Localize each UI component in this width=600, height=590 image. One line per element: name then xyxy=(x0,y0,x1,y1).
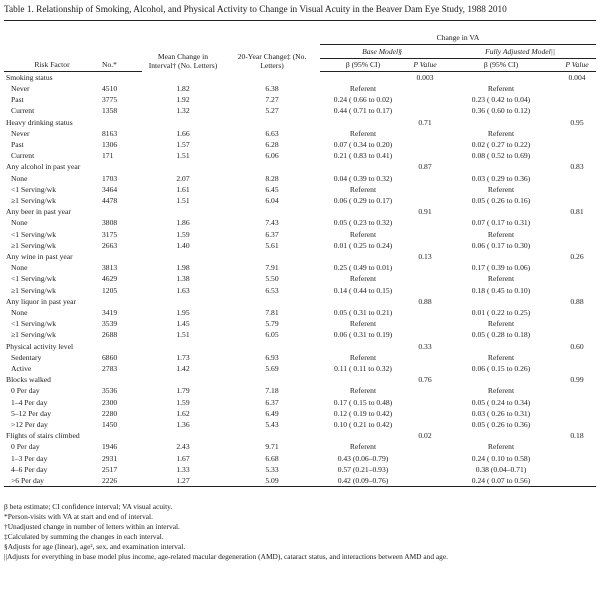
count-cell: 4510 xyxy=(102,83,118,93)
table-row xyxy=(4,217,596,228)
adjusted-beta-cell: Referent xyxy=(487,319,515,329)
twenty-year-change-cell: 7.18 xyxy=(265,386,279,396)
base-p-value-header: P Value xyxy=(406,58,444,71)
adjusted-beta-cell: 0.03 ( 0.29 to 0.36) xyxy=(471,173,531,183)
base-p-value: 0.87 xyxy=(418,162,432,172)
base-beta-cell: 0.25 ( 0.49 to 0.01) xyxy=(333,263,393,273)
count-cell: 1450 xyxy=(102,420,118,430)
count-cell: 3419 xyxy=(102,308,118,318)
adjusted-beta-cell: Referent xyxy=(487,128,515,138)
adjusted-p-value: 0.99 xyxy=(570,375,584,385)
count-cell: 2688 xyxy=(102,330,118,340)
base-beta-cell: 0.06 ( 0.29 to 0.17) xyxy=(333,195,393,205)
count-cell: 2783 xyxy=(102,364,118,374)
count-cell: 4629 xyxy=(102,274,118,284)
risk-factor-header: Risk Factor xyxy=(4,58,100,71)
mean-change-cell: 1.36 xyxy=(176,420,190,430)
data-table xyxy=(4,20,596,498)
base-beta-cell: Referent xyxy=(349,229,377,239)
footnotes xyxy=(4,502,596,562)
table-row xyxy=(4,173,596,184)
mean-change-cell: 1.66 xyxy=(176,128,190,138)
adjusted-beta-cell: 0.17 ( 0.39 to 0.06) xyxy=(471,263,531,273)
table-group-row xyxy=(4,374,596,385)
adjusted-beta-cell: Referent xyxy=(487,442,515,452)
footnote-parallel: ||Adjusts for everything in base model plus income, age-related macular degeneration (AMD), cataract status, and interactions between AMD and age. xyxy=(4,552,448,562)
adjusted-beta-cell: 0.18 ( 0.45 to 0.10) xyxy=(471,285,531,295)
twenty-year-change-cell: 6.93 xyxy=(265,352,279,362)
base-p-value: 0.02 xyxy=(418,431,432,441)
table-title: Table 1. Relationship of Smoking, Alcohol, and Physical Activity to Change in Visual Acuity in the Beaver Dam Eye Study, 1988 2010 xyxy=(4,5,507,15)
mean-change-cell: 1.92 xyxy=(176,95,190,105)
risk-factor-level: 5–12 Per day xyxy=(11,408,52,418)
adjusted-p-value: 0.83 xyxy=(570,162,584,172)
twenty-year-change-cell: 6.37 xyxy=(265,397,279,407)
risk-factor-group-label: Any liquor in past year xyxy=(6,296,77,306)
base-p-value: 0.76 xyxy=(418,375,432,385)
base-p-value: 0.88 xyxy=(418,296,432,306)
count-cell: 1205 xyxy=(102,285,118,295)
count-cell: 3175 xyxy=(102,229,118,239)
mean-change-cell: 1.33 xyxy=(176,464,190,474)
risk-factor-level: ≥1 Serving/wk xyxy=(11,285,56,295)
base-beta-cell: Referent xyxy=(349,274,377,284)
twenty-year-change-cell: 6.53 xyxy=(265,285,279,295)
mean-change-cell: 1.67 xyxy=(176,453,190,463)
table-row xyxy=(4,464,596,475)
adjusted-beta-cell: 0.03 ( 0.26 to 0.31) xyxy=(471,408,531,418)
adjusted-beta-cell: 0.05 ( 0.24 to 0.34) xyxy=(471,397,531,407)
table-group-row xyxy=(4,341,596,352)
risk-factor-group-label: Flights of stairs climbed xyxy=(6,431,80,441)
base-beta-cell: 0.43 (0.06–0.79) xyxy=(337,453,389,463)
count-header: No.* xyxy=(100,58,142,71)
base-beta-cell: 0.24 ( 0.66 to 0.02) xyxy=(333,95,393,105)
table-row xyxy=(4,385,596,396)
risk-factor-level: 1–3 Per day xyxy=(11,453,48,463)
adjusted-p-value: 0.88 xyxy=(570,296,584,306)
mean-change-cell: 1.38 xyxy=(176,274,190,284)
footnote-abbreviations: β beta estimate; CI confidence interval; VA visual acuity. xyxy=(4,502,173,512)
count-cell: 3536 xyxy=(102,386,118,396)
base-beta-cell: Referent xyxy=(349,442,377,452)
table-group-row xyxy=(4,251,596,262)
risk-factor-level: <1 Serving/wk xyxy=(11,319,56,329)
risk-factor-group-label: Blocks walked xyxy=(6,375,51,385)
twenty-year-change-cell: 5.27 xyxy=(265,106,279,116)
risk-factor-level: ≥1 Serving/wk xyxy=(11,330,56,340)
base-beta-cell: Referent xyxy=(349,83,377,93)
table-row xyxy=(4,83,596,94)
risk-factor-level: Past xyxy=(11,139,24,149)
adjusted-p-value: 0.95 xyxy=(570,117,584,127)
table-group-row xyxy=(4,71,596,83)
base-p-value: 0.71 xyxy=(418,117,432,127)
adjusted-beta-header: β (95% CI) xyxy=(444,58,558,71)
count-cell: 1306 xyxy=(102,139,118,149)
table-row xyxy=(4,352,596,363)
base-beta-cell: 0.57 (0.21–0.93) xyxy=(337,464,389,474)
adjusted-p-value: 0.18 xyxy=(570,431,584,441)
adjusted-beta-cell: Referent xyxy=(487,229,515,239)
table-row xyxy=(4,105,596,116)
base-model-header: Base Model§ xyxy=(320,45,444,58)
table-row xyxy=(4,408,596,419)
footnote-dagger: †Unadjusted change in number of letters within an interval. xyxy=(4,522,180,532)
table-row xyxy=(4,475,596,487)
table-row xyxy=(4,419,596,430)
mean-change-cell: 2.07 xyxy=(176,173,190,183)
footnote-double-dagger: ‡Calculated by summing the changes in each interval. xyxy=(4,532,164,542)
base-p-value: 0.33 xyxy=(418,341,432,351)
table-row xyxy=(4,329,596,340)
twenty-year-change-cell: 6.38 xyxy=(265,83,279,93)
risk-factor-group-label: Heavy drinking status xyxy=(6,117,73,127)
risk-factor-group-label: Smoking status xyxy=(6,72,53,82)
table-header xyxy=(4,21,596,72)
base-p-value: 0.003 xyxy=(416,72,434,82)
twenty-year-change-cell: 5.09 xyxy=(265,476,279,486)
risk-factor-level: 1–4 Per day xyxy=(11,397,48,407)
twenty-year-change-cell: 5.79 xyxy=(265,319,279,329)
mean-change-header: Mean Change in Interval† (No. Letters) xyxy=(148,52,218,71)
risk-factor-level: Active xyxy=(11,364,32,374)
risk-factor-level: Never xyxy=(11,128,30,138)
base-beta-cell: Referent xyxy=(349,319,377,329)
count-cell: 6860 xyxy=(102,352,118,362)
twenty-year-change-cell: 6.63 xyxy=(265,128,279,138)
risk-factor-group-label: Physical activity level xyxy=(6,341,74,351)
count-cell: 3539 xyxy=(102,319,118,329)
adjusted-p-value: 0.81 xyxy=(570,207,584,217)
adjusted-beta-cell: 0.38 (0.04–0.71) xyxy=(475,464,527,474)
footnote-star: *Person-visits with VA at start and end of interval. xyxy=(4,512,153,522)
count-cell: 2517 xyxy=(102,464,118,474)
risk-factor-level: Sedentary xyxy=(11,352,42,362)
adjusted-beta-cell: 0.05 ( 0.28 to 0.18) xyxy=(471,330,531,340)
base-beta-cell: 0.10 ( 0.21 to 0.42) xyxy=(333,420,393,430)
base-beta-cell: 0.44 ( 0.71 to 0.17) xyxy=(333,106,393,116)
risk-factor-level: Past xyxy=(11,95,24,105)
mean-change-cell: 1.86 xyxy=(176,218,190,228)
adjusted-beta-cell: 0.05 ( 0.26 to 0.36) xyxy=(471,420,531,430)
risk-factor-level: ≥1 Serving/wk xyxy=(11,240,56,250)
twenty-year-change-cell: 7.91 xyxy=(265,263,279,273)
count-cell: 1946 xyxy=(102,442,118,452)
risk-factor-group-label: Any beer in past year xyxy=(6,207,71,217)
adjusted-beta-cell: 0.01 ( 0.22 to 0.25) xyxy=(471,308,531,318)
twenty-year-change-cell: 6.04 xyxy=(265,195,279,205)
count-cell: 3464 xyxy=(102,184,118,194)
base-beta-cell: Referent xyxy=(349,128,377,138)
twenty-year-change-cell: 7.27 xyxy=(265,95,279,105)
footnote-section: §Adjusts for age (linear), age², sex, and examination interval. xyxy=(4,542,186,552)
count-cell: 2931 xyxy=(102,453,118,463)
mean-change-cell: 1.63 xyxy=(176,285,190,295)
base-beta-cell: 0.12 ( 0.19 to 0.42) xyxy=(333,408,393,418)
table-group-row xyxy=(4,161,596,172)
table-row xyxy=(4,262,596,273)
count-cell: 2280 xyxy=(102,408,118,418)
risk-factor-level: None xyxy=(11,173,28,183)
twenty-year-change-cell: 7.43 xyxy=(265,218,279,228)
count-cell: 1358 xyxy=(102,106,118,116)
mean-change-cell: 2.43 xyxy=(176,442,190,452)
twenty-year-change-cell: 5.43 xyxy=(265,420,279,430)
twenty-year-change-cell: 8.28 xyxy=(265,173,279,183)
adjusted-beta-cell: Referent xyxy=(487,184,515,194)
mean-change-cell: 1.40 xyxy=(176,240,190,250)
base-beta-cell: 0.42 (0.09–0.76) xyxy=(337,476,389,486)
twenty-year-change-cell: 6.68 xyxy=(265,453,279,463)
adjusted-beta-cell: 0.06 ( 0.15 to 0.26) xyxy=(471,364,531,374)
risk-factor-level: >6 Per day xyxy=(11,476,44,486)
risk-factor-level: None xyxy=(11,308,28,318)
risk-factor-level: Current xyxy=(11,151,35,161)
mean-change-cell: 1.79 xyxy=(176,386,190,396)
table-row xyxy=(4,307,596,318)
table-group-row xyxy=(4,430,596,441)
twenty-year-change-cell: 6.06 xyxy=(265,151,279,161)
table-row xyxy=(4,285,596,296)
adjusted-beta-cell: 0.24 ( 0.10 to 0.58) xyxy=(471,453,531,463)
mean-change-cell: 1.95 xyxy=(176,308,190,318)
risk-factor-group-label: Any wine in past year xyxy=(6,252,73,261)
count-cell: 171 xyxy=(102,151,114,161)
fully-adjusted-model-header: Fully Adjusted Model|| xyxy=(444,45,596,58)
risk-factor-level: 4–6 Per day xyxy=(11,464,48,474)
table-row xyxy=(4,318,596,329)
base-p-value: 0.91 xyxy=(418,207,432,217)
base-beta-cell: 0.07 ( 0.34 to 0.20) xyxy=(333,139,393,149)
count-cell: 1703 xyxy=(102,173,118,183)
table-row xyxy=(4,128,596,139)
twenty-year-change-cell: 6.37 xyxy=(265,229,279,239)
risk-factor-level: Never xyxy=(11,83,30,93)
twenty-year-change-cell: 5.69 xyxy=(265,364,279,374)
risk-factor-level: None xyxy=(11,218,28,228)
count-cell: 2300 xyxy=(102,397,118,407)
mean-change-cell: 1.59 xyxy=(176,229,190,239)
count-cell: 3808 xyxy=(102,218,118,228)
table-group-row xyxy=(4,117,596,128)
mean-change-cell: 1.59 xyxy=(176,397,190,407)
adjusted-beta-cell: 0.02 ( 0.27 to 0.22) xyxy=(471,139,531,149)
adjusted-beta-cell: 0.24 ( 0.07 to 0.56) xyxy=(471,476,531,486)
base-beta-cell: 0.14 ( 0.44 to 0.15) xyxy=(333,285,393,295)
base-beta-cell: 0.04 ( 0.39 to 0.32) xyxy=(333,173,393,183)
adjusted-beta-cell: Referent xyxy=(487,274,515,284)
table-row xyxy=(4,195,596,206)
adjusted-beta-cell: 0.36 ( 0.60 to 0.12) xyxy=(471,106,531,116)
risk-factor-level: ≥1 Serving/wk xyxy=(11,195,56,205)
adjusted-p-value: 0.26 xyxy=(570,252,584,261)
table-body xyxy=(4,71,596,487)
table-row xyxy=(4,397,596,408)
adjusted-p-value: 0.60 xyxy=(570,341,584,351)
mean-change-cell: 1.32 xyxy=(176,106,190,116)
twenty-year-change-cell: 5.61 xyxy=(265,240,279,250)
twenty-year-change-cell: 5.33 xyxy=(265,464,279,474)
risk-factor-level: 0 Per day xyxy=(11,442,40,452)
mean-change-cell: 1.27 xyxy=(176,476,190,486)
risk-factor-level: >12 Per day xyxy=(11,420,48,430)
adjusted-beta-cell: Referent xyxy=(487,386,515,396)
base-beta-cell: 0.01 ( 0.25 to 0.24) xyxy=(333,240,393,250)
twenty-year-change-cell: 9.71 xyxy=(265,442,279,452)
mean-change-cell: 1.98 xyxy=(176,263,190,273)
count-cell: 3813 xyxy=(102,263,118,273)
twenty-year-change-cell: 5.50 xyxy=(265,274,279,284)
risk-factor-level: Current xyxy=(11,106,35,116)
mean-change-cell: 1.51 xyxy=(176,151,190,161)
base-beta-cell: Referent xyxy=(349,352,377,362)
twenty-year-change-cell: 6.45 xyxy=(265,184,279,194)
table-group-row xyxy=(4,296,596,307)
risk-factor-level: <1 Serving/wk xyxy=(11,184,56,194)
twenty-year-change-cell: 7.81 xyxy=(265,308,279,318)
mean-change-cell: 1.57 xyxy=(176,139,190,149)
table-row xyxy=(4,363,596,374)
adjusted-beta-cell: 0.23 ( 0.42 to 0.04) xyxy=(471,95,531,105)
adjusted-p-value: 0.004 xyxy=(568,72,586,82)
count-cell: 2663 xyxy=(102,240,118,250)
adjusted-beta-cell: 0.07 ( 0.17 to 0.31) xyxy=(471,218,531,228)
adjusted-p-value-header: P Value xyxy=(558,58,596,71)
base-beta-cell: 0.06 ( 0.31 to 0.19) xyxy=(333,330,393,340)
base-beta-cell: 0.05 ( 0.31 to 0.21) xyxy=(333,308,393,318)
base-beta-cell: 0.21 ( 0.83 to 0.41) xyxy=(333,151,393,161)
mean-change-cell: 1.42 xyxy=(176,364,190,374)
table-row xyxy=(4,139,596,150)
table-row xyxy=(4,229,596,240)
risk-factor-group-label: Any alcohol in past year xyxy=(6,162,81,172)
count-cell: 3775 xyxy=(102,95,118,105)
count-cell: 2226 xyxy=(102,476,118,486)
table-row xyxy=(4,94,596,105)
base-beta-cell: 0.05 ( 0.23 to 0.32) xyxy=(333,218,393,228)
base-beta-cell: Referent xyxy=(349,386,377,396)
risk-factor-level: <1 Serving/wk xyxy=(11,274,56,284)
table-row xyxy=(4,273,596,284)
mean-change-cell: 1.51 xyxy=(176,330,190,340)
mean-change-cell: 1.62 xyxy=(176,408,190,418)
count-cell: 8163 xyxy=(102,128,118,138)
twenty-year-change-header: 20-Year Change‡ (No. Letters) xyxy=(237,52,307,71)
table-row xyxy=(4,453,596,464)
adjusted-beta-cell: 0.08 ( 0.52 to 0.69) xyxy=(471,151,531,161)
mean-change-cell: 1.45 xyxy=(176,319,190,329)
table-row xyxy=(4,240,596,251)
table-row xyxy=(4,441,596,452)
table-row xyxy=(4,150,596,161)
count-cell: 4478 xyxy=(102,195,118,205)
adjusted-beta-cell: Referent xyxy=(487,352,515,362)
mean-change-cell: 1.51 xyxy=(176,195,190,205)
change-in-va-header: Change in VA xyxy=(320,32,596,45)
mean-change-cell: 1.82 xyxy=(176,83,190,93)
table-group-row xyxy=(4,206,596,217)
mean-change-cell: 1.73 xyxy=(176,352,190,362)
base-p-value: 0.13 xyxy=(418,252,432,261)
adjusted-beta-cell: Referent xyxy=(487,83,515,93)
twenty-year-change-cell: 6.05 xyxy=(265,330,279,340)
adjusted-beta-cell: 0.05 ( 0.26 to 0.16) xyxy=(471,195,531,205)
twenty-year-change-cell: 6.28 xyxy=(265,139,279,149)
mean-change-cell: 1.61 xyxy=(176,184,190,194)
adjusted-beta-cell: 0.06 ( 0.17 to 0.30) xyxy=(471,240,531,250)
base-beta-cell: 0.17 ( 0.15 to 0.48) xyxy=(333,397,393,407)
table-row xyxy=(4,184,596,195)
base-beta-cell: Referent xyxy=(349,184,377,194)
base-beta-header: β (95% CI) xyxy=(320,58,406,71)
base-beta-cell: 0.11 ( 0.11 to 0.32) xyxy=(334,364,392,374)
risk-factor-level: <1 Serving/wk xyxy=(11,229,56,239)
risk-factor-level: None xyxy=(11,263,28,273)
risk-factor-level: 0 Per day xyxy=(11,386,40,396)
twenty-year-change-cell: 6.49 xyxy=(265,408,279,418)
